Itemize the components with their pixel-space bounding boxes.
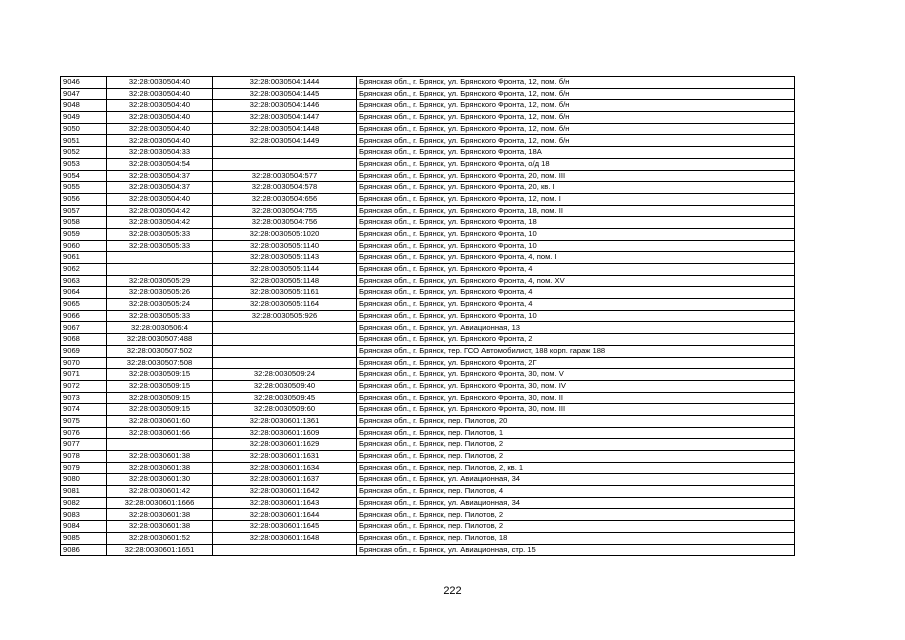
row-number-cell: 9065 (61, 299, 107, 311)
row-number-cell: 9080 (61, 474, 107, 486)
table-row (61, 287, 795, 299)
address-cell: Брянская обл., г. Брянск, ул. Брянского Фронта, 12, пом. б/н (357, 88, 795, 100)
address-cell: Брянская обл., г. Брянск, ул. Брянского Фронта, 12, пом. I (357, 193, 795, 205)
parcel-cadastral-number-cell: 32:28:0030601:38 (107, 462, 213, 474)
address-cell: Брянская обл., г. Брянск, ул. Брянского Фронта, 30, пом. IV (357, 380, 795, 392)
table-row (61, 427, 795, 439)
parcel-cadastral-number-cell: 32:28:0030504:42 (107, 217, 213, 229)
table-row (61, 345, 795, 357)
address-cell: Брянская обл., г. Брянск, пер. Пилотов, 2, кв. 1 (357, 462, 795, 474)
address-cell: Брянская обл., г. Брянск, ул. Брянского Фронта, 12, пом. б/н (357, 112, 795, 124)
table-row (61, 380, 795, 392)
table-row (61, 240, 795, 252)
address-cell: Брянская обл., г. Брянск, пер. Пилотов, 2 (357, 451, 795, 463)
table-row (61, 112, 795, 124)
object-cadastral-number-cell: 32:28:0030509:45 (213, 392, 357, 404)
object-cadastral-number-cell: 32:28:0030504:1446 (213, 100, 357, 112)
object-cadastral-number-cell: 32:28:0030504:756 (213, 217, 357, 229)
table-row (61, 275, 795, 287)
parcel-cadastral-number-cell: 32:28:0030504:33 (107, 147, 213, 159)
table-row (61, 392, 795, 404)
row-number-cell: 9046 (61, 77, 107, 89)
object-cadastral-number-cell (213, 147, 357, 159)
address-cell: Брянская обл., г. Брянск, ул. Авиационная, 34 (357, 474, 795, 486)
row-number-cell: 9068 (61, 334, 107, 346)
parcel-cadastral-number-cell: 32:28:0030601:38 (107, 509, 213, 521)
object-cadastral-number-cell: 32:28:0030504:1444 (213, 77, 357, 89)
parcel-cadastral-number-cell: 32:28:0030507:502 (107, 345, 213, 357)
row-number-cell: 9074 (61, 404, 107, 416)
address-cell: Брянская обл., г. Брянск, ул. Брянского Фронта, 12, пом. б/н (357, 77, 795, 89)
object-cadastral-number-cell (213, 345, 357, 357)
row-number-cell: 9050 (61, 123, 107, 135)
table-row (61, 88, 795, 100)
row-number-cell: 9072 (61, 380, 107, 392)
row-number-cell: 9053 (61, 158, 107, 170)
address-cell: Брянская обл., г. Брянск, пер. Пилотов, 2 (357, 521, 795, 533)
table-row (61, 123, 795, 135)
object-cadastral-number-cell: 32:28:0030504:578 (213, 182, 357, 194)
table-row (61, 404, 795, 416)
row-number-cell: 9084 (61, 521, 107, 533)
parcel-cadastral-number-cell: 32:28:0030504:54 (107, 158, 213, 170)
parcel-cadastral-number-cell: 32:28:0030601:42 (107, 486, 213, 498)
address-cell: Брянская обл., г. Брянск, ул. Брянского Фронта, 4 (357, 299, 795, 311)
address-cell: Брянская обл., г. Брянск, ул. Брянского Фронта, 4, пом. XV (357, 275, 795, 287)
parcel-cadastral-number-cell: 32:28:0030504:40 (107, 135, 213, 147)
table-row (61, 497, 795, 509)
parcel-cadastral-number-cell: 32:28:0030601:60 (107, 415, 213, 427)
object-cadastral-number-cell: 32:28:0030509:60 (213, 404, 357, 416)
address-cell: Брянская обл., г. Брянск, пер. Пилотов, 20 (357, 415, 795, 427)
table-row (61, 474, 795, 486)
parcel-cadastral-number-cell: 32:28:0030509:15 (107, 404, 213, 416)
object-cadastral-number-cell: 32:28:0030504:1449 (213, 135, 357, 147)
parcel-cadastral-number-cell: 32:28:0030506:4 (107, 322, 213, 334)
object-cadastral-number-cell: 32:28:0030504:1447 (213, 112, 357, 124)
object-cadastral-number-cell: 32:28:0030601:1629 (213, 439, 357, 451)
parcel-cadastral-number-cell: 32:28:0030601:1666 (107, 497, 213, 509)
parcel-cadastral-number-cell: 32:28:0030601:30 (107, 474, 213, 486)
page-number: 222 (443, 585, 462, 597)
row-number-cell: 9058 (61, 217, 107, 229)
parcel-cadastral-number-cell (107, 252, 213, 264)
row-number-cell: 9056 (61, 193, 107, 205)
parcel-cadastral-number-cell: 32:28:0030504:40 (107, 112, 213, 124)
row-number-cell: 9083 (61, 509, 107, 521)
row-number-cell: 9067 (61, 322, 107, 334)
row-number-cell: 9055 (61, 182, 107, 194)
address-cell: Брянская обл., г. Брянск, пер. Пилотов, 2 (357, 509, 795, 521)
object-cadastral-number-cell: 32:28:0030509:24 (213, 369, 357, 381)
object-cadastral-number-cell: 32:28:0030505:1143 (213, 252, 357, 264)
parcel-cadastral-number-cell: 32:28:0030601:52 (107, 532, 213, 544)
parcel-cadastral-number-cell: 32:28:0030601:38 (107, 521, 213, 533)
parcel-cadastral-number-cell: 32:28:0030505:26 (107, 287, 213, 299)
table-row (61, 299, 795, 311)
table-row (61, 193, 795, 205)
parcel-cadastral-number-cell: 32:28:0030509:15 (107, 369, 213, 381)
object-cadastral-number-cell: 32:28:0030505:1144 (213, 264, 357, 276)
row-number-cell: 9085 (61, 532, 107, 544)
row-number-cell: 9070 (61, 357, 107, 369)
table-row (61, 532, 795, 544)
table-row (61, 415, 795, 427)
table-row (61, 182, 795, 194)
table-row (61, 357, 795, 369)
row-number-cell: 9062 (61, 264, 107, 276)
row-number-cell: 9054 (61, 170, 107, 182)
table-row (61, 322, 795, 334)
row-number-cell: 9049 (61, 112, 107, 124)
parcel-cadastral-number-cell: 32:28:0030504:40 (107, 88, 213, 100)
row-number-cell: 9059 (61, 228, 107, 240)
table-row (61, 509, 795, 521)
row-number-cell: 9048 (61, 100, 107, 112)
object-cadastral-number-cell: 32:28:0030504:577 (213, 170, 357, 182)
address-cell: Брянская обл., г. Брянск, ул. Брянского Фронта, 18А (357, 147, 795, 159)
table-row (61, 100, 795, 112)
row-number-cell: 9076 (61, 427, 107, 439)
parcel-cadastral-number-cell: 32:28:0030504:40 (107, 193, 213, 205)
address-cell: Брянская обл., г. Брянск, ул. Брянского Фронта, 4 (357, 287, 795, 299)
parcel-cadastral-number-cell: 32:28:0030505:29 (107, 275, 213, 287)
address-cell: Брянская обл., г. Брянск, ул. Брянского Фронта, 2Г (357, 357, 795, 369)
registry-table-body (61, 77, 795, 556)
row-number-cell: 9086 (61, 544, 107, 556)
object-cadastral-number-cell: 32:28:0030505:1161 (213, 287, 357, 299)
row-number-cell: 9077 (61, 439, 107, 451)
table-row (61, 334, 795, 346)
row-number-cell: 9057 (61, 205, 107, 217)
row-number-cell: 9082 (61, 497, 107, 509)
address-cell: Брянская обл., г. Брянск, ул. Брянского Фронта, 10 (357, 310, 795, 322)
address-cell: Брянская обл., г. Брянск, ул. Брянского Фронта, 18, пом. II (357, 205, 795, 217)
object-cadastral-number-cell: 32:28:0030504:656 (213, 193, 357, 205)
row-number-cell: 9064 (61, 287, 107, 299)
parcel-cadastral-number-cell: 32:28:0030504:40 (107, 77, 213, 89)
table-row (61, 439, 795, 451)
parcel-cadastral-number-cell: 32:28:0030505:33 (107, 240, 213, 252)
object-cadastral-number-cell: 32:28:0030505:926 (213, 310, 357, 322)
object-cadastral-number-cell: 32:28:0030504:755 (213, 205, 357, 217)
object-cadastral-number-cell: 32:28:0030601:1361 (213, 415, 357, 427)
object-cadastral-number-cell (213, 322, 357, 334)
object-cadastral-number-cell (213, 334, 357, 346)
object-cadastral-number-cell: 32:28:0030601:1634 (213, 462, 357, 474)
address-cell: Брянская обл., г. Брянск, ул. Авиационная, 34 (357, 497, 795, 509)
object-cadastral-number-cell: 32:28:0030505:1148 (213, 275, 357, 287)
address-cell: Брянская обл., г. Брянск, ул. Брянского Фронта, 12, пом. б/н (357, 123, 795, 135)
row-number-cell: 9052 (61, 147, 107, 159)
row-number-cell: 9081 (61, 486, 107, 498)
table-row (61, 264, 795, 276)
parcel-cadastral-number-cell: 32:28:0030601:66 (107, 427, 213, 439)
table-row (61, 521, 795, 533)
table-row (61, 486, 795, 498)
object-cadastral-number-cell: 32:28:0030601:1642 (213, 486, 357, 498)
table-row (61, 158, 795, 170)
address-cell: Брянская обл., г. Брянск, ул. Брянского Фронта, 12, пом. б/н (357, 135, 795, 147)
table-row (61, 147, 795, 159)
row-number-cell: 9060 (61, 240, 107, 252)
object-cadastral-number-cell: 32:28:0030504:1445 (213, 88, 357, 100)
address-cell: Брянская обл., г. Брянск, ул. Брянского Фронта, 4 (357, 264, 795, 276)
parcel-cadastral-number-cell: 32:28:0030601:1651 (107, 544, 213, 556)
table-row (61, 135, 795, 147)
object-cadastral-number-cell: 32:28:0030601:1644 (213, 509, 357, 521)
object-cadastral-number-cell: 32:28:0030601:1637 (213, 474, 357, 486)
parcel-cadastral-number-cell (107, 264, 213, 276)
object-cadastral-number-cell: 32:28:0030509:40 (213, 380, 357, 392)
address-cell: Брянская обл., г. Брянск, ул. Брянского Фронта, 10 (357, 240, 795, 252)
row-number-cell: 9075 (61, 415, 107, 427)
row-number-cell: 9079 (61, 462, 107, 474)
address-cell: Брянская обл., г. Брянск, ул. Брянского Фронта, 20, кв. I (357, 182, 795, 194)
parcel-cadastral-number-cell (107, 439, 213, 451)
row-number-cell: 9061 (61, 252, 107, 264)
address-cell: Брянская обл., г. Брянск, ул. Авиационная, стр. 15 (357, 544, 795, 556)
parcel-cadastral-number-cell: 32:28:0030507:488 (107, 334, 213, 346)
address-cell: Брянская обл., г. Брянск, ул. Брянского Фронта, 18 (357, 217, 795, 229)
address-cell: Брянская обл., г. Брянск, ул. Брянского Фронта, 12, пом. б/н (357, 100, 795, 112)
parcel-cadastral-number-cell: 32:28:0030509:15 (107, 380, 213, 392)
row-number-cell: 9073 (61, 392, 107, 404)
table-row (61, 205, 795, 217)
table-row (61, 310, 795, 322)
row-number-cell: 9066 (61, 310, 107, 322)
row-number-cell: 9071 (61, 369, 107, 381)
address-cell: Брянская обл., г. Брянск, ул. Брянского Фронта, о/д 18 (357, 158, 795, 170)
parcel-cadastral-number-cell: 32:28:0030504:42 (107, 205, 213, 217)
parcel-cadastral-number-cell: 32:28:0030504:40 (107, 100, 213, 112)
address-cell: Брянская обл., г. Брянск, ул. Брянского Фронта, 20, пом. III (357, 170, 795, 182)
row-number-cell: 9063 (61, 275, 107, 287)
address-cell: Брянская обл., г. Брянск, пер. Пилотов, 1 (357, 427, 795, 439)
object-cadastral-number-cell: 32:28:0030601:1648 (213, 532, 357, 544)
object-cadastral-number-cell: 32:28:0030601:1609 (213, 427, 357, 439)
table-row (61, 252, 795, 264)
parcel-cadastral-number-cell: 32:28:0030504:40 (107, 123, 213, 135)
object-cadastral-number-cell: 32:28:0030601:1631 (213, 451, 357, 463)
address-cell: Брянская обл., г. Брянск, ул. Брянского Фронта, 2 (357, 334, 795, 346)
address-cell: Брянская обл., г. Брянск, пер. Пилотов, 4 (357, 486, 795, 498)
table-row (61, 544, 795, 556)
parcel-cadastral-number-cell: 32:28:0030505:33 (107, 310, 213, 322)
object-cadastral-number-cell: 32:28:0030505:1140 (213, 240, 357, 252)
parcel-cadastral-number-cell: 32:28:0030505:33 (107, 228, 213, 240)
address-cell: Брянская обл., г. Брянск, пер. Пилотов, 2 (357, 439, 795, 451)
table-row (61, 228, 795, 240)
row-number-cell: 9069 (61, 345, 107, 357)
row-number-cell: 9047 (61, 88, 107, 100)
table-row (61, 77, 795, 89)
object-cadastral-number-cell: 32:28:0030504:1448 (213, 123, 357, 135)
parcel-cadastral-number-cell: 32:28:0030504:37 (107, 182, 213, 194)
row-number-cell: 9051 (61, 135, 107, 147)
address-cell: Брянская обл., г. Брянск, ул. Брянского Фронта, 30, пом. III (357, 404, 795, 416)
object-cadastral-number-cell (213, 158, 357, 170)
address-cell: Брянская обл., г. Брянск, тер. ГСО Автомобилист, 188 корп. гараж 188 (357, 345, 795, 357)
parcel-cadastral-number-cell: 32:28:0030504:37 (107, 170, 213, 182)
table-row (61, 217, 795, 229)
address-cell: Брянская обл., г. Брянск, ул. Брянского Фронта, 30, пом. II (357, 392, 795, 404)
table-row (61, 451, 795, 463)
registry-table (60, 76, 795, 556)
address-cell: Брянская обл., г. Брянск, ул. Брянского Фронта, 30, пом. V (357, 369, 795, 381)
object-cadastral-number-cell: 32:28:0030601:1643 (213, 497, 357, 509)
object-cadastral-number-cell: 32:28:0030601:1645 (213, 521, 357, 533)
object-cadastral-number-cell (213, 357, 357, 369)
parcel-cadastral-number-cell: 32:28:0030505:24 (107, 299, 213, 311)
address-cell: Брянская обл., г. Брянск, ул. Авиационная, 13 (357, 322, 795, 334)
parcel-cadastral-number-cell: 32:28:0030601:38 (107, 451, 213, 463)
object-cadastral-number-cell: 32:28:0030505:1020 (213, 228, 357, 240)
object-cadastral-number-cell: 32:28:0030505:1164 (213, 299, 357, 311)
table-row (61, 369, 795, 381)
table-row (61, 462, 795, 474)
address-cell: Брянская обл., г. Брянск, ул. Брянского Фронта, 10 (357, 228, 795, 240)
row-number-cell: 9078 (61, 451, 107, 463)
table-row (61, 170, 795, 182)
parcel-cadastral-number-cell: 32:28:0030509:15 (107, 392, 213, 404)
address-cell: Брянская обл., г. Брянск, пер. Пилотов, 18 (357, 532, 795, 544)
object-cadastral-number-cell (213, 544, 357, 556)
parcel-cadastral-number-cell: 32:28:0030507:508 (107, 357, 213, 369)
address-cell: Брянская обл., г. Брянск, ул. Брянского Фронта, 4, пом. I (357, 252, 795, 264)
